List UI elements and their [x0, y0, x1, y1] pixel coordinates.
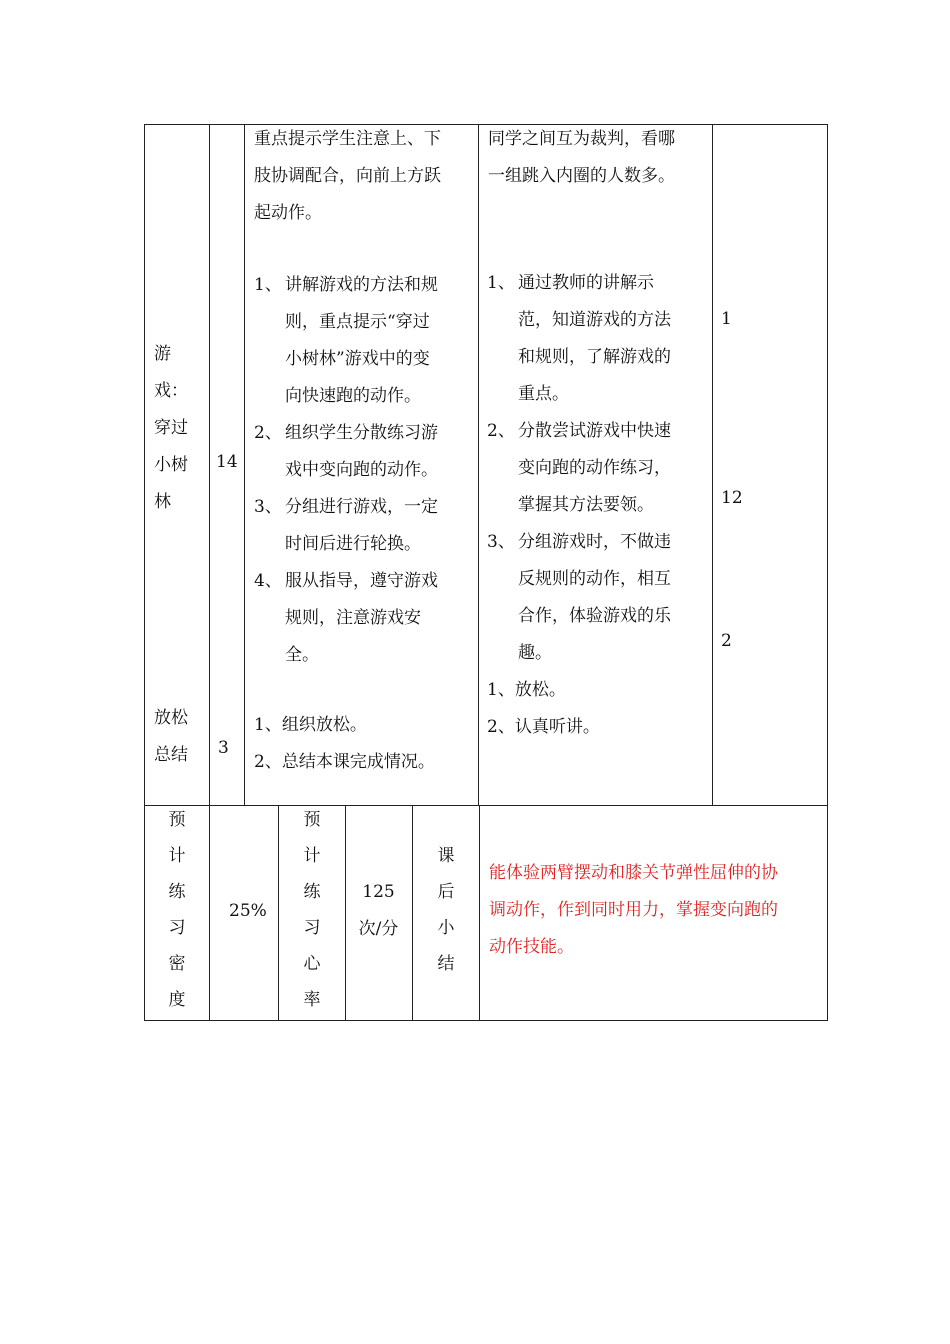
time-game: 14: [216, 452, 238, 472]
student-item-line: 合作，体验游戏的乐: [518, 606, 671, 626]
heart-label-char: 习: [303, 918, 321, 938]
summary-label-char: 课: [437, 846, 455, 866]
table-bottom-border: [144, 1020, 828, 1021]
heart-label: [297, 802, 327, 1018]
heart-value-number: 125: [362, 882, 395, 902]
topic-line: 小树: [154, 455, 188, 475]
density-label-char: 习: [168, 918, 186, 938]
student-intro: [488, 121, 675, 195]
student-item-line: 分散尝试游戏中快速: [518, 421, 671, 441]
summary-label: [431, 838, 461, 982]
student-item-number: 2、: [487, 421, 515, 441]
topic-line: 戏：: [154, 381, 188, 401]
heart-label-char: 心: [303, 954, 321, 974]
summary-line: 能体验两臂摆动和膝关节弹性屈伸的协: [489, 863, 778, 883]
teacher-intro-line: 起动作。: [254, 203, 322, 223]
student-item-number: 1、: [487, 273, 515, 293]
topic-game: [154, 336, 188, 521]
density-label: [162, 802, 192, 1018]
summary-text: [489, 855, 778, 966]
heart-label-char: 计: [303, 846, 321, 866]
teacher-item-line: 服从指导，遵守游戏: [285, 571, 438, 591]
student-item-line: 反规则的动作，相互: [518, 569, 671, 589]
student-relax-line: 1、放松。: [487, 680, 566, 700]
topic-line: 游: [154, 344, 171, 364]
table-left-border: [144, 124, 145, 1021]
teacher-item-number: 3、: [254, 497, 282, 517]
teacher-item-number: 1、: [254, 275, 282, 295]
density-label-char: 计: [168, 846, 186, 866]
topic-line: 林: [154, 492, 171, 512]
teacher-item-line: 戏中变向跑的动作。: [285, 460, 438, 480]
student-item-line: 范，知道游戏的方法: [518, 310, 671, 330]
count-2: 12: [721, 488, 743, 508]
teacher-item-line: 分组进行游戏，一定: [285, 497, 438, 517]
heart-label-char: 率: [303, 990, 321, 1010]
teacher-relax-line: 1、组织放松。: [254, 715, 367, 735]
summary-label-char: 结: [437, 954, 455, 974]
bottom-divider-4: [412, 805, 413, 1021]
time-relax: 3: [218, 738, 229, 758]
student-relax-line: 2、认真听讲。: [487, 717, 600, 737]
bottom-divider-2: [278, 805, 279, 1021]
summary-label-char: 后: [437, 882, 455, 902]
table-right-border: [827, 124, 828, 1021]
table-mid-border: [144, 805, 828, 806]
teacher-item-line: 组织学生分散练习游: [285, 423, 438, 443]
teacher-relax-line: 2、总结本课完成情况。: [254, 752, 435, 772]
teacher-item-line: 向快速跑的动作。: [285, 386, 421, 406]
density-label-char: 预: [168, 810, 186, 830]
teacher-item-line: 小树林”游戏中的变: [285, 349, 430, 369]
student-intro-line: 一组跳入内圈的人数多。: [488, 166, 675, 186]
density-label-char: 练: [168, 882, 186, 902]
topic-relax: [154, 700, 188, 774]
student-relax: [487, 672, 600, 746]
student-item-line: 和规则，了解游戏的: [518, 347, 671, 367]
heart-value: [345, 874, 412, 948]
teacher-item-line: 则，重点提示“穿过: [285, 312, 430, 332]
teacher-item-line: 讲解游戏的方法和规: [285, 275, 438, 295]
teacher-intro: [254, 121, 441, 232]
col-divider-time: [209, 124, 210, 806]
topic-line: 总结: [154, 745, 188, 765]
student-item-line: 通过教师的讲解示: [518, 273, 654, 293]
table-top-border: [144, 124, 828, 125]
student-item-line: 分组游戏时，不做违: [518, 532, 671, 552]
density-label-char: 度: [168, 990, 186, 1010]
teacher-item-line: 规则，注意游戏安: [285, 608, 421, 628]
density-value: 25%: [229, 901, 267, 921]
teacher-relax: [254, 707, 435, 781]
count-3: 2: [721, 631, 732, 651]
student-intro-line: 同学之间互为裁判，看哪: [488, 129, 675, 149]
summary-line: 动作技能。: [489, 937, 574, 957]
count-1: 1: [721, 309, 732, 329]
student-item-line: 变向跑的动作练习，: [518, 458, 671, 478]
topic-line: 穿过: [154, 418, 188, 438]
student-item-line: 重点。: [518, 384, 569, 404]
bottom-divider-1: [209, 805, 210, 1021]
density-label-char: 密: [168, 954, 186, 974]
teacher-intro-line: 肢协调配合，向前上方跃: [254, 166, 441, 186]
student-item-number: 3、: [487, 532, 515, 552]
heart-label-char: 练: [303, 882, 321, 902]
col-divider-teacher: [244, 124, 245, 806]
student-item-line: 掌握其方法要领。: [518, 495, 654, 515]
teacher-item-number: 4、: [254, 571, 282, 591]
heart-label-char: 预: [303, 810, 321, 830]
heart-value-unit: 次/分: [358, 919, 399, 939]
teacher-item-number: 2、: [254, 423, 282, 443]
teacher-item-line: 时间后进行轮换。: [285, 534, 421, 554]
summary-line: 调动作，作到同时用力，掌握变向跑的: [489, 900, 778, 920]
teacher-intro-line: 重点提示学生注意上、下: [254, 129, 441, 149]
topic-line: 放松: [154, 708, 188, 728]
teacher-item-line: 全。: [285, 645, 319, 665]
bottom-divider-5: [479, 805, 480, 1021]
summary-label-char: 小: [437, 918, 455, 938]
student-item-line: 趣。: [518, 643, 552, 663]
